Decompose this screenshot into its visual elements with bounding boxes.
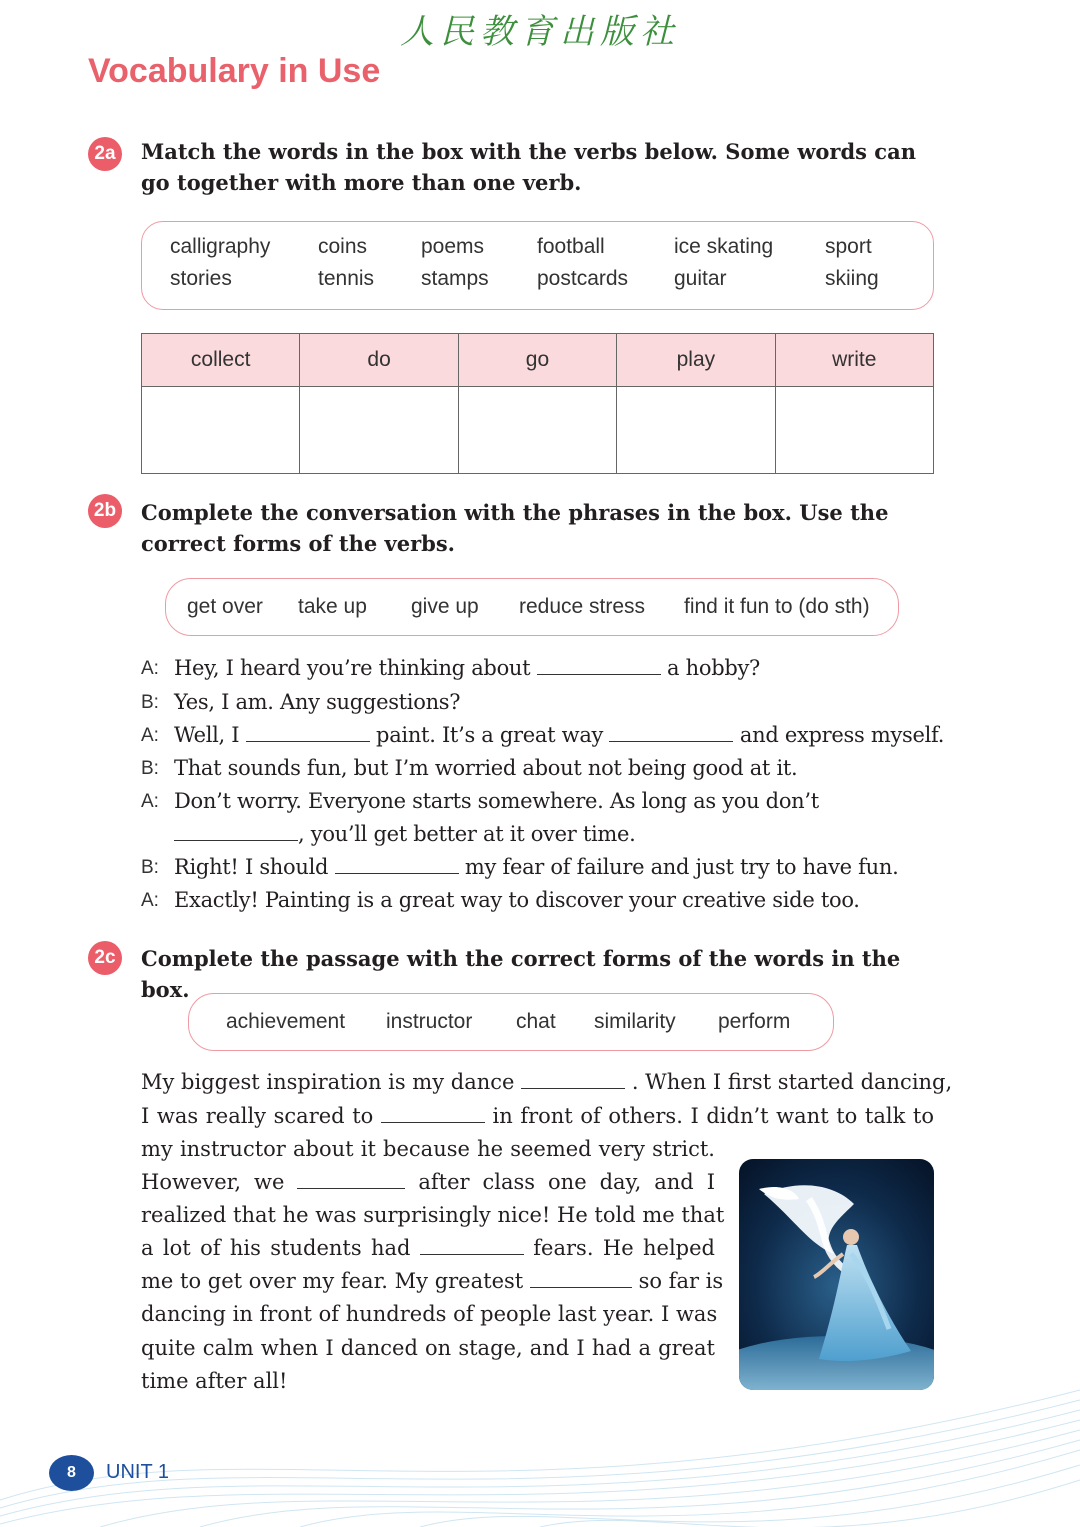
- exercise-2b-instruction: Complete the conversation with the phrases in the box. Use the correct forms of the verbs.: [141, 500, 889, 556]
- word-box-item: sport: [825, 235, 872, 258]
- speaker-label: A:: [141, 725, 159, 746]
- word-box-item: football: [537, 235, 605, 258]
- passage-text: I was really scared to: [141, 1104, 381, 1128]
- passage-line: [141, 1269, 724, 1299]
- answer-blank[interactable]: [297, 1170, 405, 1189]
- passage-text: However, we: [141, 1170, 298, 1194]
- word-box-item: postcards: [537, 267, 629, 290]
- speaker-label: A:: [141, 890, 159, 911]
- word-box-item: coins: [318, 235, 368, 258]
- speaker-label: B:: [141, 758, 159, 779]
- answer-blank[interactable]: [609, 723, 733, 742]
- phrase-box-2b: [165, 578, 899, 636]
- dancer-photo: [739, 1159, 934, 1390]
- word-box-item: instructor: [386, 1010, 473, 1033]
- phrase-box-item: reduce stress: [519, 595, 646, 618]
- word-box-item: poems: [421, 235, 485, 258]
- passage-line: [141, 1203, 725, 1233]
- word-box-item: tennis: [318, 267, 375, 290]
- passage-text: dancing in front of hundreds of people last year. I was: [141, 1302, 718, 1326]
- table-header-write: write: [775, 334, 933, 387]
- table-header-go: go: [458, 334, 616, 387]
- passage-text: time after all!: [141, 1369, 288, 1393]
- unit-label: UNIT 1: [106, 1461, 169, 1483]
- passage-text: quite calm when I danced on stage, and I had a great: [141, 1336, 715, 1360]
- passage-line: [141, 1236, 715, 1266]
- dialogue-line: [141, 656, 941, 689]
- passage-text: realized that he was surprisingly nice! He told me that: [141, 1203, 725, 1227]
- passage-line: [141, 1302, 718, 1332]
- table-header-collect: collect: [142, 334, 300, 387]
- dialogue-text: Exactly! Painting is a great way to discover your creative side too.: [174, 888, 860, 912]
- answer-cell-collect[interactable]: [142, 387, 300, 474]
- word-box-item: achievement: [226, 1010, 346, 1033]
- phrase-box-item: get over: [187, 595, 263, 618]
- section-title: Vocabulary in Use: [88, 52, 381, 90]
- dialogue-line: [141, 822, 941, 855]
- answer-cell-write[interactable]: [775, 387, 933, 474]
- dialogue-line: [141, 690, 941, 723]
- answer-blank[interactable]: [335, 855, 459, 874]
- passage-line: [141, 1070, 953, 1100]
- word-box-item: calligraphy: [170, 235, 271, 258]
- table-header-do: do: [300, 334, 458, 387]
- word-box-item: stories: [170, 267, 232, 290]
- word-box-item: similarity: [594, 1010, 676, 1033]
- answer-blank[interactable]: [537, 656, 661, 675]
- word-box-item: skiing: [825, 267, 879, 290]
- passage-text: me to get over my fear. My greatest: [141, 1269, 530, 1293]
- passage-line: [141, 1336, 715, 1366]
- exercise-2a-instruction: Match the words in the box with the verbs below. Some words can go together with more than one verb.: [141, 139, 916, 195]
- answer-blank[interactable]: [174, 822, 298, 841]
- speaker-label: A:: [141, 658, 159, 679]
- dialogue-text: Well, I: [174, 723, 246, 747]
- word-box-2a: [141, 221, 934, 310]
- passage-text: after class one day, and I: [418, 1170, 716, 1194]
- passage-text: a lot of his students had: [141, 1236, 420, 1260]
- answer-cell-do[interactable]: [300, 387, 458, 474]
- page-number-badge: 8: [49, 1455, 94, 1491]
- passage-line: [141, 1170, 715, 1200]
- dialogue-text: Hey, I heard you’re thinking about: [174, 656, 537, 680]
- word-box-item: chat: [516, 1010, 556, 1033]
- answer-blank[interactable]: [381, 1104, 485, 1123]
- dialogue-line: [141, 888, 941, 921]
- passage-text: in front of others. I didn’t want to talk to: [492, 1104, 934, 1128]
- phrase-box-item: take up: [298, 595, 367, 618]
- dialogue-text: That sounds fun, but I’m worried about not being good at it.: [174, 756, 798, 780]
- exercise-badge-2b: 2b: [88, 494, 122, 528]
- word-box-2c: [188, 993, 834, 1051]
- table-header-play: play: [617, 334, 775, 387]
- dialogue-line: [141, 723, 945, 756]
- exercise-badge-2a: 2a: [88, 137, 122, 171]
- passage-text: . When I first started dancing,: [631, 1070, 953, 1094]
- answer-cell-go[interactable]: [458, 387, 616, 474]
- dialogue-text: paint. It’s a great way: [376, 723, 610, 747]
- speaker-label: B:: [141, 857, 159, 878]
- verb-matching-table: [141, 333, 934, 474]
- speaker-label: A:: [141, 791, 159, 812]
- exercise-badge-2c: 2c: [88, 941, 122, 975]
- phrase-box-item: find it fun to (do sth): [684, 595, 870, 618]
- answer-blank[interactable]: [521, 1070, 625, 1089]
- dialogue-text: and express myself.: [739, 723, 945, 747]
- dialogue-text: , you’ll get better at it over time.: [298, 822, 636, 846]
- answer-blank[interactable]: [246, 723, 370, 742]
- passage-line: [141, 1137, 715, 1167]
- passage-text: my instructor about it because he seemed very strict.: [141, 1137, 715, 1161]
- dialogue-line: [141, 855, 941, 888]
- exercise-2c-instruction: Complete the passage with the correct forms of the words in the box.: [141, 946, 901, 1002]
- passage-text: so far is: [638, 1269, 724, 1293]
- publisher-logo: 人民教育出版社: [400, 12, 680, 52]
- word-box-item: ice skating: [674, 235, 774, 258]
- dialogue-text: Yes, I am. Any suggestions?: [174, 690, 461, 714]
- answer-blank[interactable]: [420, 1236, 524, 1255]
- answer-cell-play[interactable]: [617, 387, 775, 474]
- speaker-label: B:: [141, 692, 159, 713]
- dialogue-line: [141, 789, 941, 822]
- passage-line: [141, 1104, 934, 1134]
- word-box-item: guitar: [674, 267, 727, 290]
- passage-line: [141, 1369, 287, 1399]
- word-box-item: perform: [718, 1010, 791, 1033]
- passage-text: My biggest inspiration is my dance: [141, 1070, 522, 1094]
- phrase-box-item: give up: [411, 595, 479, 618]
- dialogue-text: a hobby?: [667, 656, 761, 680]
- dialogue-text: Right! I should: [174, 855, 335, 879]
- passage-text: fears. He helped: [533, 1236, 715, 1260]
- dialogue-text: my fear of failure and just try to have fun.: [464, 855, 899, 879]
- answer-blank[interactable]: [530, 1269, 632, 1288]
- word-box-item: stamps: [421, 267, 489, 290]
- dialogue-line: [141, 756, 941, 789]
- dialogue-text: Don’t worry. Everyone starts somewhere. As long as you don’t: [174, 789, 819, 813]
